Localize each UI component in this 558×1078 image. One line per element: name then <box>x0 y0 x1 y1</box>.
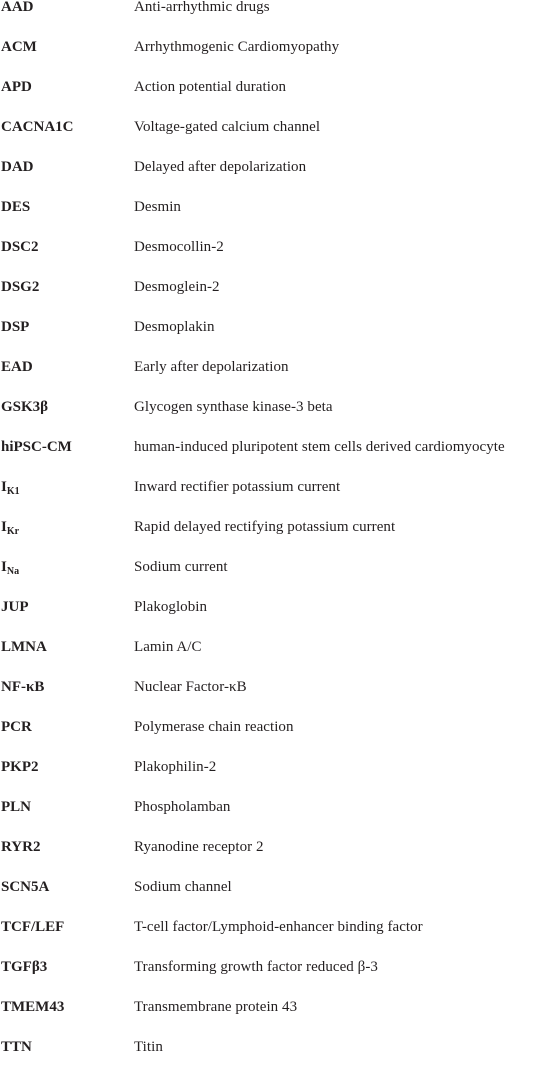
abbreviation-term <box>1 238 39 256</box>
abbreviation-row <box>0 238 558 278</box>
abbreviation-term <box>1 158 34 176</box>
abbreviation-term-text: DES <box>1 199 31 215</box>
abbreviation-definition: Lamin A/C <box>134 639 202 655</box>
abbreviation-row <box>0 198 558 238</box>
abbreviation-term-text: TMEM43 <box>1 999 65 1015</box>
abbreviation-definition: Action potential duration <box>134 79 287 95</box>
abbreviation-definition: Voltage-gated calcium channel <box>134 119 321 135</box>
abbreviation-row <box>0 1038 558 1078</box>
abbreviation-definition: Inward rectifier potassium current <box>134 479 341 495</box>
abbreviation-term <box>1 558 19 576</box>
abbreviation-term-text: PKP2 <box>1 759 39 775</box>
abbreviation-row <box>0 0 558 38</box>
abbreviation-row <box>0 278 558 318</box>
abbreviation-definition: Plakoglobin <box>134 599 208 615</box>
abbreviation-term <box>1 358 33 376</box>
abbreviation-term-text: I <box>1 519 7 535</box>
abbreviation-row <box>0 78 558 118</box>
abbreviation-row <box>0 358 558 398</box>
abbreviation-definition: Nuclear Factor-κB <box>134 679 247 695</box>
abbreviation-term <box>1 598 29 616</box>
abbreviation-term <box>1 798 31 816</box>
abbreviation-term-text: AAD <box>1 0 34 15</box>
abbreviation-term <box>1 1038 32 1056</box>
abbreviation-definition: Desmocollin-2 <box>134 239 224 255</box>
abbreviation-term-text: PLN <box>1 799 31 815</box>
abbreviation-term <box>1 878 49 896</box>
abbreviation-definition: Sodium current <box>134 559 228 575</box>
abbreviation-row <box>0 918 558 958</box>
abbreviation-term <box>1 78 32 96</box>
abbreviation-term-text: SCN5A <box>1 879 50 895</box>
abbreviation-term <box>1 918 64 936</box>
abbreviation-row <box>0 38 558 78</box>
abbreviation-definition: Ryanodine receptor 2 <box>134 839 264 855</box>
abbreviation-term <box>1 518 19 536</box>
abbreviation-definition: Plakophilin-2 <box>134 759 217 775</box>
abbreviation-definition: Transmembrane protein 43 <box>134 999 298 1015</box>
abbreviation-term <box>1 958 47 976</box>
abbreviation-row <box>0 718 558 758</box>
abbreviation-definition: Arrhythmogenic Cardiomyopathy <box>134 39 340 55</box>
abbreviation-term <box>1 758 39 776</box>
abbreviation-row <box>0 838 558 878</box>
abbreviation-term-text: DSP <box>1 319 30 335</box>
abbreviation-definition: human-induced pluripotent stem cells derived cardiomyocyte <box>134 439 505 455</box>
abbreviation-term <box>1 0 34 16</box>
abbreviation-term-subscript: Kr <box>6 526 20 537</box>
abbreviation-row <box>0 318 558 358</box>
abbreviation-definition: Anti-arrhythmic drugs <box>134 0 270 15</box>
abbreviation-term <box>1 678 44 696</box>
abbreviation-term <box>1 198 30 216</box>
abbreviation-row <box>0 758 558 798</box>
abbreviation-row <box>0 118 558 158</box>
abbreviation-term <box>1 318 29 336</box>
abbreviation-definition: Glycogen synthase kinase-3 beta <box>134 399 333 415</box>
abbreviation-row <box>0 518 558 558</box>
abbreviation-term-subscript: Na <box>6 566 20 577</box>
abbreviation-term <box>1 118 74 136</box>
abbreviation-definition: Titin <box>134 1039 163 1055</box>
abbreviation-term <box>1 638 47 656</box>
abbreviation-term-text: I <box>1 479 7 495</box>
abbreviation-row <box>0 398 558 438</box>
abbreviation-term-text: DSC2 <box>1 239 39 255</box>
abbreviation-term-text: JUP <box>1 599 29 615</box>
abbreviation-definition: Transforming growth factor reduced β-3 <box>134 959 378 975</box>
abbreviation-row <box>0 638 558 678</box>
abbreviation-term-text: TCF/LEF <box>1 919 65 935</box>
abbreviation-term <box>1 838 40 856</box>
abbreviation-term-text: APD <box>1 79 32 95</box>
abbreviation-definition: Early after depolarization <box>134 359 289 375</box>
abbreviation-term-text: RYR2 <box>1 839 41 855</box>
abbreviation-row <box>0 878 558 918</box>
abbreviation-row <box>0 158 558 198</box>
abbreviation-term-text: NF-κB <box>1 679 45 695</box>
abbreviation-term-text: CACNA1C <box>1 119 74 135</box>
abbreviation-row <box>0 958 558 998</box>
abbreviation-term <box>1 478 20 496</box>
abbreviation-definition: Rapid delayed rectifying potassium current <box>134 519 396 535</box>
abbreviation-term-text: LMNA <box>1 639 47 655</box>
abbreviation-row <box>0 558 558 598</box>
abbreviation-term <box>1 278 39 296</box>
abbreviation-term-text: EAD <box>1 359 33 375</box>
abbreviation-term-text: PCR <box>1 719 32 735</box>
abbreviation-term-text: TTN <box>1 1039 32 1055</box>
abbreviation-term-text: TGFβ3 <box>1 959 48 975</box>
abbreviation-term <box>1 718 32 736</box>
abbreviation-term-text: DSG2 <box>1 279 40 295</box>
abbreviation-term-text: ACM <box>1 39 37 55</box>
abbreviation-term-text: DAD <box>1 159 34 175</box>
abbreviation-term-subscript: K1 <box>6 486 20 497</box>
abbreviation-definition: Desmoglein-2 <box>134 279 220 295</box>
abbreviation-definition: Desmin <box>134 199 181 215</box>
abbreviation-row <box>0 598 558 638</box>
abbreviation-term-text: hiPSC-CM <box>1 439 72 455</box>
abbreviation-term-text: GSK3β <box>1 399 49 415</box>
abbreviation-row <box>0 478 558 518</box>
abbreviation-term <box>1 998 64 1016</box>
abbreviation-row <box>0 998 558 1038</box>
abbreviation-term <box>1 398 48 416</box>
abbreviation-definition: Phospholamban <box>134 799 231 815</box>
abbreviation-row <box>0 678 558 718</box>
abbreviation-definition: T-cell factor/Lymphoid-enhancer binding factor <box>134 919 423 935</box>
abbreviation-definition: Polymerase chain reaction <box>134 719 294 735</box>
abbreviation-term <box>1 438 72 456</box>
abbreviation-row <box>0 798 558 838</box>
abbreviation-definition: Desmoplakin <box>134 319 215 335</box>
abbreviation-row <box>0 438 558 478</box>
abbreviation-definition: Sodium channel <box>134 879 232 895</box>
abbreviation-term-text: I <box>1 559 7 575</box>
abbreviation-term <box>1 38 37 56</box>
abbreviation-definition: Delayed after depolarization <box>134 159 307 175</box>
